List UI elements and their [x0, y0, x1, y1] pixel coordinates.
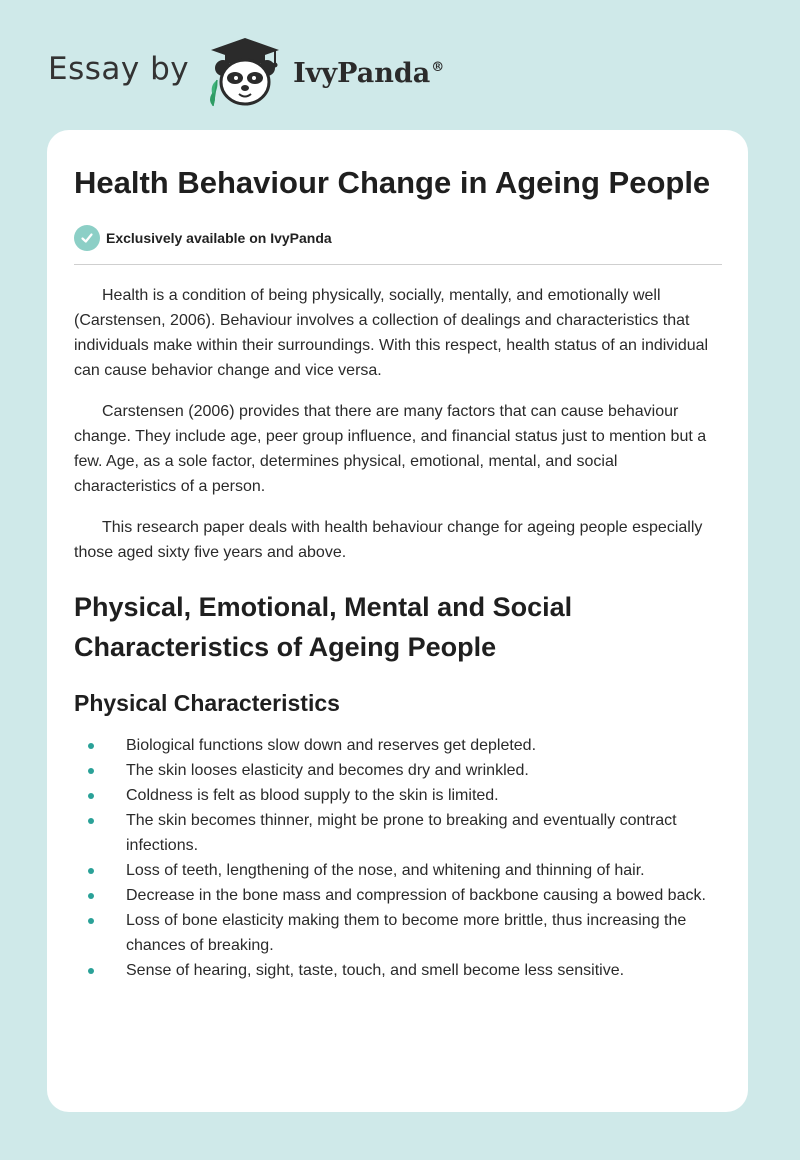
subsection-heading: Physical Characteristics — [74, 690, 340, 716]
list-item-text: Decrease in the bone mass and compression of backbone causing a bowed back. — [126, 887, 706, 904]
registered-mark: ® — [431, 59, 445, 75]
bullet-icon — [88, 918, 94, 924]
bullet-icon — [88, 793, 94, 799]
exclusive-badge-text: Exclusively available on IvyPanda — [106, 230, 332, 246]
bullet-icon — [88, 743, 94, 749]
list-item-text: The skin becomes thinner, might be prone to breaking and eventually contract infections. — [126, 812, 677, 854]
list-item-text: Coldness is felt as blood supply to the skin is limited. — [126, 787, 499, 804]
paragraph: Carstensen (2006) provides that there are many factors that can cause behaviour change. They include age, peer group influence, and financial status just to mention but a few. Age, as a sole factor, determines physical, emotional, mental, and social characteristics of a person. — [74, 403, 707, 495]
bullet-list — [74, 733, 722, 983]
bullet-icon — [88, 868, 94, 874]
article-title: Health Behaviour Change in Ageing People — [74, 165, 711, 200]
list-item — [74, 808, 722, 858]
exclusive-badge — [74, 223, 722, 253]
article-content — [74, 162, 722, 983]
list-item — [74, 758, 722, 783]
list-item-text: Biological functions slow down and reserves get depleted. — [126, 737, 537, 754]
brand-prefix: Essay by — [48, 51, 190, 87]
bullet-icon — [88, 818, 94, 824]
list-item-text: The skin looses elasticity and becomes dry and wrinkled. — [126, 762, 529, 779]
section-heading: Physical, Emotional, Mental and Social Characteristics of Ageing People — [74, 592, 573, 662]
bullet-icon — [88, 968, 94, 974]
paragraph: Health is a condition of being physically, socially, mentally, and emotionally well (Carstensen, 2006). Behaviour involves a collection of dealings and characteristics that individuals make within their surroundings. With this respect, health status of an individual can cause behavior change and vice versa. — [74, 287, 709, 379]
list-item — [74, 783, 722, 808]
brand-name[interactable]: IvyPanda® — [293, 57, 445, 89]
ivypanda-logo-icon[interactable] — [203, 36, 293, 108]
article-card — [47, 130, 748, 1112]
list-item-text: Sense of hearing, sight, taste, touch, and smell become less sensitive. — [126, 962, 625, 979]
brand-header — [48, 36, 444, 108]
list-item-text: Loss of teeth, lengthening of the nose, and whitening and thinning of hair. — [126, 862, 645, 879]
list-item-text: Loss of bone elasticity making them to become more brittle, thus increasing the chances of breaking. — [126, 912, 687, 954]
paragraph: This research paper deals with health behaviour change for ageing people especially those aged sixty five years and above. — [74, 519, 703, 561]
list-item — [74, 908, 722, 958]
list-item — [74, 733, 722, 758]
bullet-icon — [88, 768, 94, 774]
bullet-icon — [88, 893, 94, 899]
list-item — [74, 883, 722, 908]
list-item — [74, 958, 722, 983]
checkmark-icon — [74, 225, 100, 251]
divider — [74, 264, 722, 265]
list-item — [74, 858, 722, 883]
